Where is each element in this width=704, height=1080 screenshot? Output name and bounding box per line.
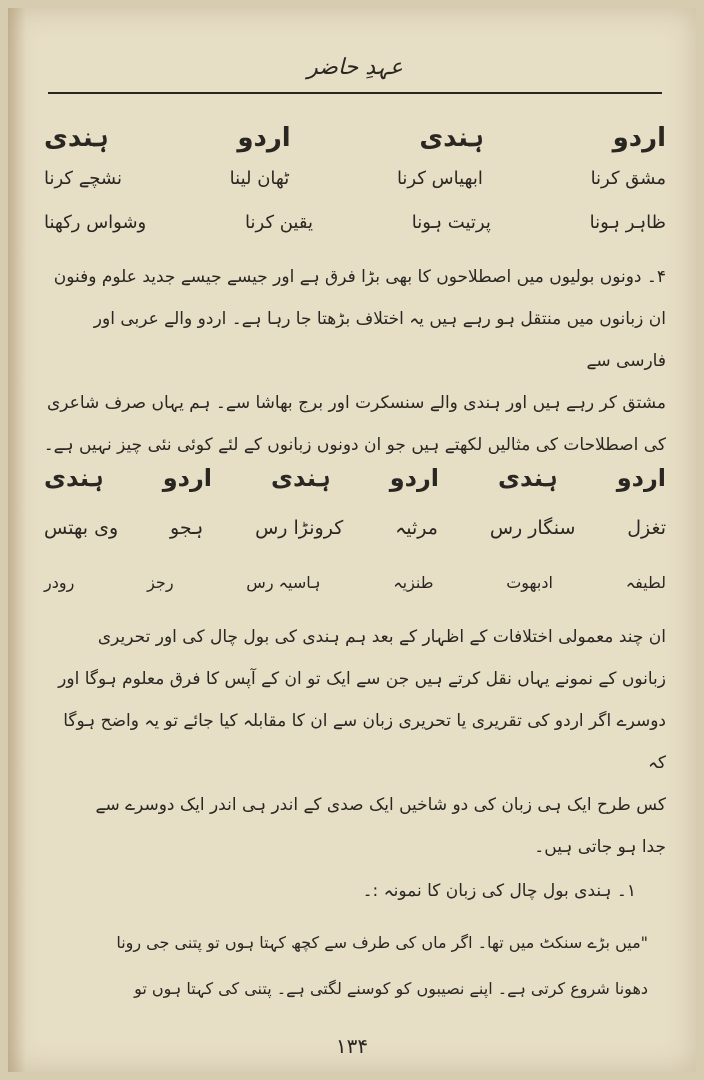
- running-header: عہدِ حاضر: [48, 44, 662, 94]
- table2-row: [44, 508, 666, 548]
- table1-row: [44, 160, 666, 196]
- table1-header-hindi-1: ہندی: [419, 123, 485, 153]
- quoted-sample: [68, 920, 648, 1012]
- text-line: کس طرح ایک ہی زبان کی دو شاخیں ایک صدی کے اندر ہی اندر ایک دوسرے سے: [95, 795, 666, 815]
- table2-header-hindi-1: ہندی: [498, 464, 558, 492]
- table2-cell: وی بھتس: [44, 517, 119, 539]
- table2-header-urdu-2: اردو: [389, 464, 439, 492]
- book-page: [8, 8, 696, 1072]
- table1-cell: مشق کرنا: [590, 167, 666, 189]
- table2-cell: کرونڑا رس: [255, 517, 344, 539]
- quote-line: "میں بڑے سنکٹ میں تھا۔ اگر ماں کی طرف سے کچھ کہتا ہوں تو پتنی جی رونا: [116, 933, 648, 952]
- table1-cell: ظاہر ہونا: [589, 211, 666, 233]
- table2-cell: تغزل: [627, 517, 666, 539]
- text-line: کی اصطلاحات کی مثالیں لکھتے ہیں جو ان دونوں زبانوں کے لئے کوئی نئی چیز نہیں ہے۔: [43, 435, 666, 455]
- section-subheading: ۱۔ ہندی بول چال کی زبان کا نمونہ :۔: [362, 881, 636, 901]
- table2-header-hindi-2: ہندی: [271, 464, 331, 492]
- table1-header-urdu-2: اردو: [237, 123, 291, 153]
- table1-cell: ٹھان لینا: [229, 167, 290, 189]
- page-number: ۱۳۴: [335, 1034, 369, 1058]
- table1-header-urdu-1: اردو: [612, 123, 666, 153]
- table2-header-urdu-3: اردو: [162, 464, 212, 492]
- paragraph-samples-intro: [40, 616, 666, 868]
- text-line: ان چند معمولی اختلافات کے اظہار کے بعد ہم ہندی کی بول چال کی اور تحریری: [97, 627, 666, 647]
- table1-header-hindi-2: ہندی: [44, 123, 109, 153]
- table1-cell: یقین کرنا: [245, 211, 313, 233]
- table2-header-hindi-3: ہندی: [44, 464, 104, 492]
- paragraph-terminology: [40, 256, 666, 466]
- table2-cell: ہجو: [170, 517, 204, 539]
- quote-line: دھونا شروع کرتی ہے۔ اپنے نصیبوں کو کوسنے لگتی ہے۔ پتنی کی کہتا ہوں تو: [134, 979, 648, 998]
- text-line: ۴۔ دونوں بولیوں میں اصطلاحوں کا بھی بڑا فرق ہے اور جیسے جیسے جدید علوم وفنون: [53, 267, 666, 287]
- text-line: جدا ہو جاتی ہیں۔: [534, 837, 666, 857]
- table2-header-urdu-1: اردو: [616, 464, 666, 492]
- table1-row: [44, 204, 666, 240]
- table1-cell: وشواس رکھنا: [44, 211, 147, 233]
- table2-header-row: [44, 458, 666, 498]
- table2-cell: رودر: [44, 572, 75, 592]
- table2-cell: سنگار رس: [489, 517, 576, 539]
- text-line: مشتق کر رہے ہیں اور ہندی والے سنسکرت اور برج بھاشا سے۔ ہم یہاں صرف شاعری: [46, 393, 666, 413]
- table1-cell: نشچے کرنا: [44, 167, 122, 189]
- table2-cell: مرثیہ: [395, 517, 438, 539]
- table1-cell: ابھیاس کرنا: [396, 167, 483, 189]
- text-line: زبانوں کے نمونے یہاں نقل کرتے ہیں جن سے ایک تو ان کے آپس کا فرق معلوم ہوگا اور: [58, 669, 666, 689]
- table2-cell: طنزیہ: [393, 572, 434, 592]
- text-line: ان زبانوں میں منتقل ہو رہے ہیں یہ اختلاف بڑھتا جا رہا ہے۔ اردو والے عربی اور فارسی سے: [93, 309, 666, 371]
- table2-cell: ادبھوت: [506, 572, 553, 592]
- table1-header-row: [44, 118, 666, 158]
- table2-cell: لطیفہ: [625, 572, 666, 592]
- table1-cell: پرتیت ہونا: [411, 211, 491, 233]
- table2-cell: ہاسیہ رس: [246, 572, 321, 592]
- table2-row: [44, 564, 666, 600]
- table2-cell: رجز: [147, 572, 174, 592]
- text-line: دوسرے اگر اردو کی تقریری یا تحریری زبان سے ان کا مقابلہ کیا جائے تو یہ واضح ہوگا کہ: [63, 711, 666, 773]
